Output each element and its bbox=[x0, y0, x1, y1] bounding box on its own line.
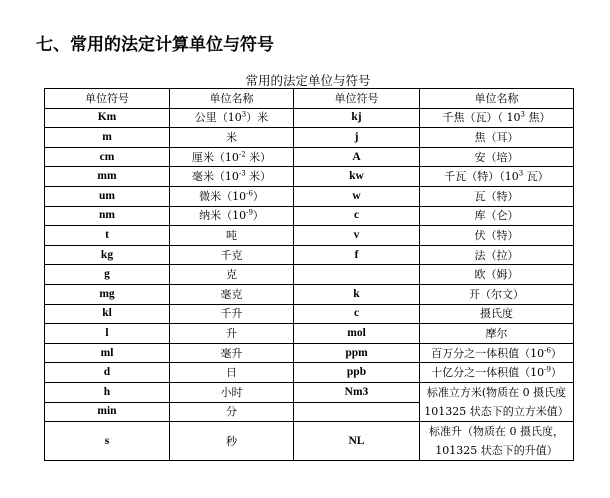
unit-symbol: g bbox=[45, 265, 170, 285]
exponent: -3 bbox=[238, 169, 246, 178]
table-caption: 常用的法定单位与符号 bbox=[245, 73, 371, 88]
unit-name bbox=[420, 128, 574, 148]
unit-name bbox=[420, 343, 574, 363]
table-row bbox=[45, 304, 574, 324]
unit-symbol: ml bbox=[45, 343, 170, 363]
table-row bbox=[45, 343, 574, 363]
name-text: 安（培） bbox=[474, 150, 519, 164]
unit-name bbox=[170, 147, 294, 167]
unit-symbol: mm bbox=[45, 167, 170, 187]
unit-name bbox=[420, 147, 574, 167]
table-row bbox=[45, 284, 574, 304]
name-text: 千瓦（特）（10 bbox=[444, 170, 519, 184]
units-table bbox=[44, 88, 574, 461]
unit-symbol: v bbox=[294, 226, 420, 246]
exponent: 3 bbox=[518, 169, 524, 178]
unit-symbol: min bbox=[45, 402, 170, 422]
unit-symbol: k bbox=[294, 284, 420, 304]
unit-name bbox=[420, 363, 574, 383]
unit-name bbox=[170, 128, 294, 148]
name-text: 毫米（10 bbox=[191, 170, 239, 184]
unit-name bbox=[170, 226, 294, 246]
unit-name bbox=[420, 226, 574, 246]
unit-name bbox=[170, 108, 294, 128]
unit-symbol: f bbox=[294, 245, 420, 265]
unit-name bbox=[170, 382, 294, 402]
table-row bbox=[45, 226, 574, 246]
header-cell: 单位符号 bbox=[45, 89, 170, 109]
table-row bbox=[45, 324, 574, 344]
table-row bbox=[45, 206, 574, 226]
header-cell: 单位符号 bbox=[294, 89, 420, 109]
unit-name bbox=[170, 304, 294, 324]
unit-name bbox=[420, 206, 574, 226]
name-text: 摩尔 bbox=[485, 326, 508, 340]
unit-symbol: nm bbox=[45, 206, 170, 226]
name-text: 毫升 bbox=[220, 346, 243, 360]
unit-symbol: NL bbox=[294, 422, 420, 461]
unit-symbol bbox=[294, 265, 420, 285]
unit-symbol: Nm3 bbox=[294, 382, 420, 402]
name-text: 法（拉） bbox=[474, 248, 519, 262]
unit-name bbox=[170, 265, 294, 285]
unit-symbol: Km bbox=[45, 108, 170, 128]
name-text: ） bbox=[252, 209, 264, 223]
table-row bbox=[45, 382, 574, 402]
unit-symbol: s bbox=[45, 422, 170, 461]
name-text: ）米 bbox=[246, 111, 269, 125]
name-text: 米） bbox=[245, 170, 272, 184]
unit-symbol: t bbox=[45, 226, 170, 246]
exponent: -9 bbox=[246, 208, 253, 217]
unit-name bbox=[420, 422, 574, 461]
unit-name bbox=[420, 265, 574, 285]
name-text: 分 bbox=[226, 405, 237, 419]
unit-symbol: kw bbox=[294, 167, 420, 187]
exponent: 3 bbox=[241, 110, 247, 119]
unit-name bbox=[420, 245, 574, 265]
unit-symbol: ppm bbox=[294, 343, 420, 363]
name-text: 千焦（瓦）（ 10 bbox=[442, 111, 521, 125]
name-text: 开（尔文） bbox=[469, 287, 524, 301]
exponent: -6 bbox=[544, 345, 551, 354]
unit-symbol: ppb bbox=[294, 363, 420, 383]
table-header-row bbox=[45, 89, 574, 109]
name-text: 瓦） bbox=[523, 170, 549, 184]
unit-symbol: l bbox=[45, 324, 170, 344]
unit-name bbox=[420, 284, 574, 304]
unit-name bbox=[170, 402, 294, 422]
exponent: -6 bbox=[246, 189, 253, 198]
name-text: 十亿分之一体积值（10 bbox=[431, 366, 545, 380]
table-row bbox=[45, 363, 574, 383]
unit-name bbox=[420, 167, 574, 187]
table-row bbox=[45, 167, 574, 187]
unit-symbol: m bbox=[45, 128, 170, 148]
unit-symbol: w bbox=[294, 186, 420, 206]
name-text: 百万分之一体积值（10 bbox=[431, 346, 545, 360]
unit-name bbox=[170, 206, 294, 226]
unit-symbol: c bbox=[294, 206, 420, 226]
unit-symbol: j bbox=[294, 128, 420, 148]
name-text: 伏（特） bbox=[474, 228, 519, 242]
name-text: 秒 bbox=[226, 434, 237, 448]
unit-symbol: mol bbox=[294, 324, 420, 344]
name-text: 厘米（10 bbox=[191, 150, 239, 164]
unit-symbol: kg bbox=[45, 245, 170, 265]
unit-name bbox=[170, 422, 294, 461]
table-row bbox=[45, 245, 574, 265]
unit-name bbox=[420, 304, 574, 324]
unit-name bbox=[170, 245, 294, 265]
name-text: 微米（10 bbox=[199, 189, 247, 203]
name-text: 克 bbox=[226, 268, 237, 282]
name-text: 吨 bbox=[226, 228, 237, 242]
unit-symbol: cm bbox=[45, 147, 170, 167]
unit-symbol bbox=[294, 402, 420, 422]
name-text: ） bbox=[550, 366, 562, 380]
name-text: 标准升（物质在 0 摄氏度，101325 状态下的升值） bbox=[429, 425, 564, 458]
table-row bbox=[45, 186, 574, 206]
unit-symbol: h bbox=[45, 382, 170, 402]
name-text: 升 bbox=[226, 326, 237, 340]
unit-name bbox=[170, 324, 294, 344]
name-text: 毫克 bbox=[220, 287, 243, 301]
name-text: ） bbox=[550, 346, 562, 360]
unit-symbol: d bbox=[45, 363, 170, 383]
name-text: 公里（10 bbox=[194, 111, 242, 125]
unit-name bbox=[420, 324, 574, 344]
name-text: 小时 bbox=[220, 385, 243, 399]
unit-name bbox=[170, 284, 294, 304]
name-text: 库（仑） bbox=[474, 209, 519, 223]
header-cell: 单位名称 bbox=[420, 89, 574, 109]
unit-name bbox=[170, 186, 294, 206]
header-cell: 单位名称 bbox=[170, 89, 294, 109]
exponent: -9 bbox=[544, 365, 551, 374]
exponent: -2 bbox=[238, 149, 246, 158]
table-row bbox=[45, 422, 574, 461]
name-text: 米 bbox=[226, 130, 237, 144]
unit-name bbox=[170, 343, 294, 363]
section-title: 七、常用的法定计算单位与符号 bbox=[36, 35, 274, 55]
unit-name bbox=[170, 363, 294, 383]
name-text: 米） bbox=[245, 150, 272, 164]
name-text: 瓦（特） bbox=[474, 189, 519, 203]
table-row bbox=[45, 108, 574, 128]
name-text: 焦） bbox=[524, 111, 551, 125]
table-row bbox=[45, 265, 574, 285]
table-row bbox=[45, 128, 574, 148]
unit-symbol: mg bbox=[45, 284, 170, 304]
unit-symbol: kl bbox=[45, 304, 170, 324]
unit-name bbox=[420, 382, 574, 421]
name-text: 千升 bbox=[220, 307, 243, 321]
unit-symbol: c bbox=[294, 304, 420, 324]
unit-name bbox=[420, 186, 574, 206]
name-text: ） bbox=[252, 189, 264, 203]
unit-symbol: A bbox=[294, 147, 420, 167]
unit-symbol: um bbox=[45, 186, 170, 206]
name-text: 焦（耳） bbox=[474, 130, 519, 144]
exponent: 3 bbox=[520, 110, 525, 119]
unit-symbol: kj bbox=[294, 108, 420, 128]
name-text: 摄氏度 bbox=[480, 307, 513, 321]
name-text: 千克 bbox=[220, 248, 243, 262]
name-text: 欧（姆） bbox=[474, 268, 519, 282]
name-text: 标准立方米(物质在 0 摄氏度 101325 状态下的立方米值） bbox=[424, 386, 569, 418]
unit-name bbox=[420, 108, 574, 128]
unit-name bbox=[170, 167, 294, 187]
name-text: 日 bbox=[226, 366, 237, 380]
name-text: 纳米（10 bbox=[199, 209, 247, 223]
table-row bbox=[45, 147, 574, 167]
